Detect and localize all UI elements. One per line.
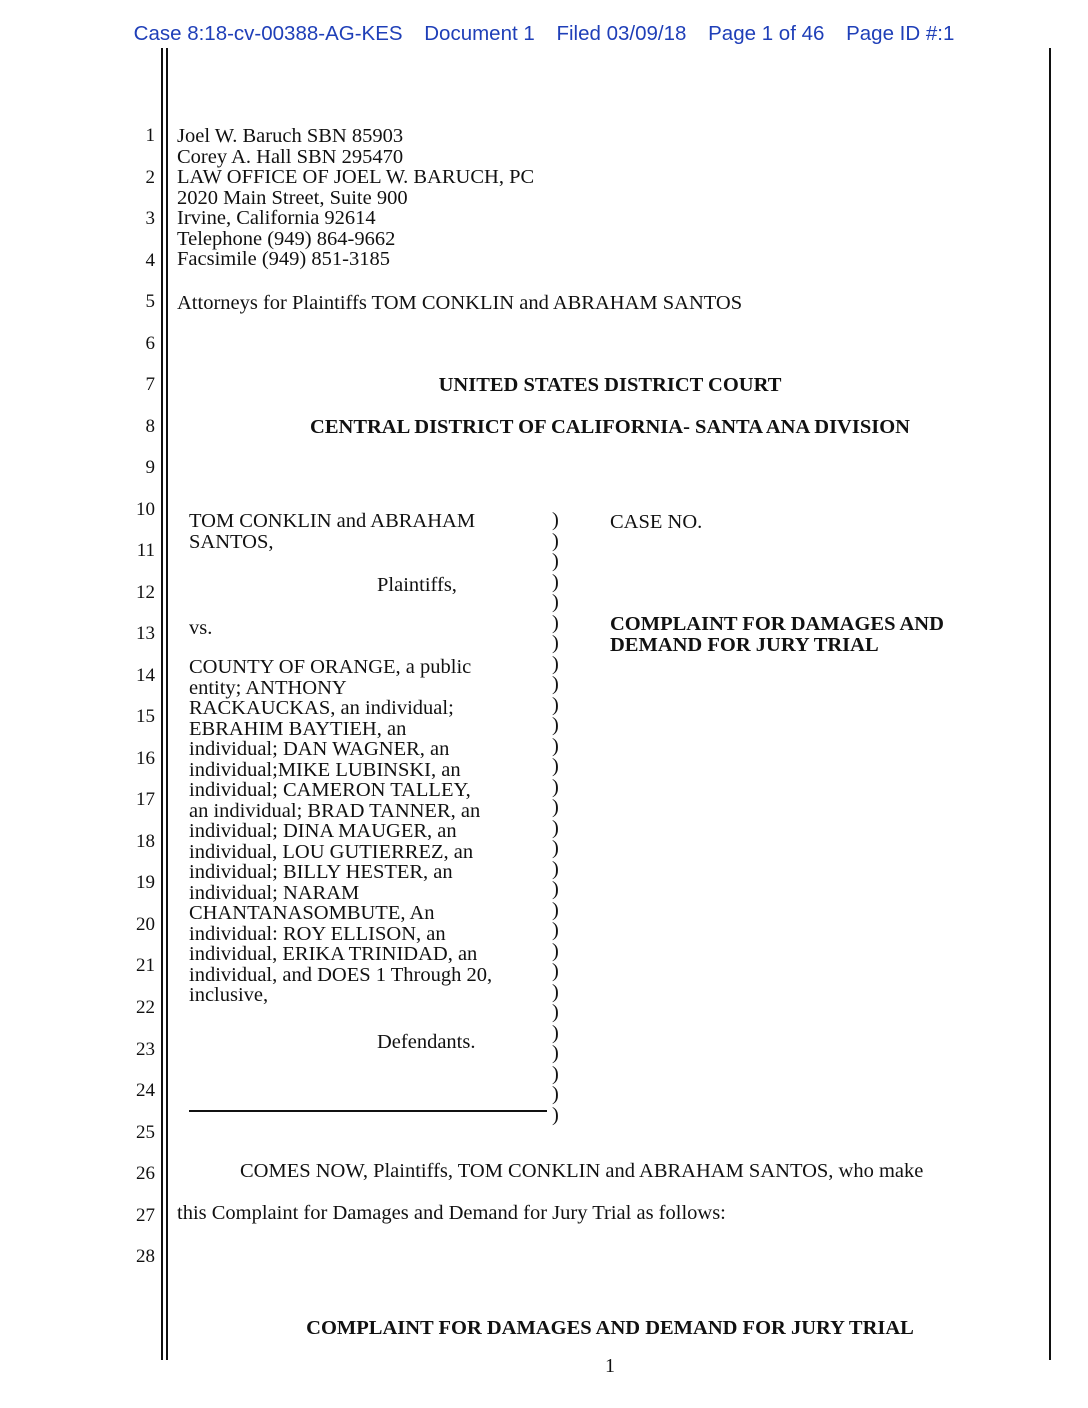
line-number: 25 [136,1122,155,1143]
line-number: 17 [136,789,155,810]
defendant-line: individual; CAMERON TALLEY, [189,779,471,801]
line-number: 23 [136,1039,155,1060]
defendant-line: individual, LOU GUTIERREZ, an [189,840,474,863]
attorney-line: Telephone (949) 864-9662 [177,227,396,250]
right-margin-rule [1049,48,1051,1360]
line-number: 16 [136,748,155,769]
caption-underline [189,1110,547,1112]
attorney-line: Irvine, California 92614 [177,207,376,229]
line-number: 8 [145,416,155,437]
defendant-line: individual; NARAM [189,881,360,904]
defendants-label: Defendants. [377,1031,476,1053]
document-number: Document 1 [424,22,535,45]
defendant-line: EBRAHIM BAYTIEH, an [189,717,407,740]
case-number-label: CASE NO. [610,511,703,533]
line-number: 24 [136,1080,155,1101]
defendant-line: individual; DINA MAUGER, an [189,820,457,842]
plaintiff-name-line: TOM CONKLIN and ABRAHAM [189,510,476,532]
line-number: 20 [136,914,155,935]
defendants-list [189,657,492,1006]
court-name: UNITED STATES DISTRICT COURT [438,374,782,396]
line-number: 7 [145,374,155,395]
attorney-block [177,126,534,270]
line-number: 13 [136,623,155,644]
filing-header [0,22,1088,46]
line-number: 14 [136,665,155,686]
filed-date: Filed 03/09/18 [556,22,687,45]
defendant-line: entity; ANTHONY [189,676,347,699]
line-number: 22 [136,997,155,1018]
attorneys-for: Attorneys for Plaintiffs TOM CONKLIN and ABRAHAM SANTOS [177,292,743,314]
versus-label: vs. [189,617,213,639]
page-count: Page 1 of 46 [708,22,825,45]
line-number: 28 [136,1246,155,1267]
line-number: 19 [136,872,155,893]
line-number: 27 [136,1205,155,1226]
defendant-line: RACKAUCKAS, an individual; [189,697,454,719]
defendant-line: individual;MIKE LUBINSKI, an [189,758,461,781]
attorney-line: 2020 Main Street, Suite 900 [177,186,408,209]
plaintiff-name-line: SANTOS, [189,530,274,553]
line-number: 18 [136,831,155,852]
defendant-line: inclusive, [189,984,269,1006]
defendant-line: individual; BILLY HESTER, an [189,861,453,883]
line-number: 26 [136,1163,155,1184]
left-margin-rule [161,48,163,1360]
line-number: 4 [145,250,155,271]
attorney-line: Facsimile (949) 851-3185 [177,248,390,270]
complaint-title-line: COMPLAINT FOR DAMAGES AND [610,613,944,635]
line-number: 12 [136,582,155,603]
line-number: 5 [145,291,155,312]
body-paragraph-line: COMES NOW, Plaintiffs, TOM CONKLIN and ABRAHAM SANTOS, who make [240,1160,924,1182]
line-number: 15 [136,706,155,727]
defendant-line: COUNTY OF ORANGE, a public [189,656,472,678]
left-margin-rule-inner [166,48,168,1360]
defendant-line: individual, ERIKA TRINIDAD, an [189,943,478,965]
plaintiff-names [189,511,475,552]
line-number: 10 [136,499,155,520]
case-number: Case 8:18-cv-00388-AG-KES [133,22,403,45]
defendant-line: individual: ROY ELLISON, an [189,922,446,945]
attorney-line: Corey A. Hall SBN 295470 [177,145,404,168]
line-number: 21 [136,955,155,976]
court-district: CENTRAL DISTRICT OF CALIFORNIA- SANTA ANA DIVISION [310,416,910,438]
complaint-title [610,614,944,656]
line-number: 3 [145,208,155,229]
defendant-line: an individual; BRAD TANNER, an [189,799,481,822]
footer-title: COMPLAINT FOR DAMAGES AND DEMAND FOR JURY TRIAL [306,1317,914,1339]
complaint-title-line: DEMAND FOR JURY TRIAL [610,634,879,656]
attorney-line: Joel W. Baruch SBN 85903 [177,125,404,147]
attorney-line: LAW OFFICE OF JOEL W. BARUCH, PC [177,166,535,188]
page-number: 1 [605,1355,615,1377]
defendant-line: CHANTANASOMBUTE, An [189,902,435,924]
line-number: 11 [136,540,155,561]
caption-paren-column: ) ) ) ) ) ) ) ) ) ) ) ) ) ) ) ) ) ) ) ) ) ) ) ) ) ) ) ) ) ) [552,509,559,1126]
defendant-line: individual, and DOES 1 Through 20, [189,963,493,986]
page-id: Page ID #:1 [846,22,955,45]
line-number: 1 [145,125,155,146]
line-number: 6 [145,333,155,354]
body-paragraph-line: this Complaint for Damages and Demand for Jury Trial as follows: [177,1202,726,1224]
defendant-line: individual; DAN WAGNER, an [189,738,450,760]
line-number: 9 [145,457,155,478]
plaintiffs-label: Plaintiffs, [377,574,457,596]
line-number: 2 [145,167,155,188]
